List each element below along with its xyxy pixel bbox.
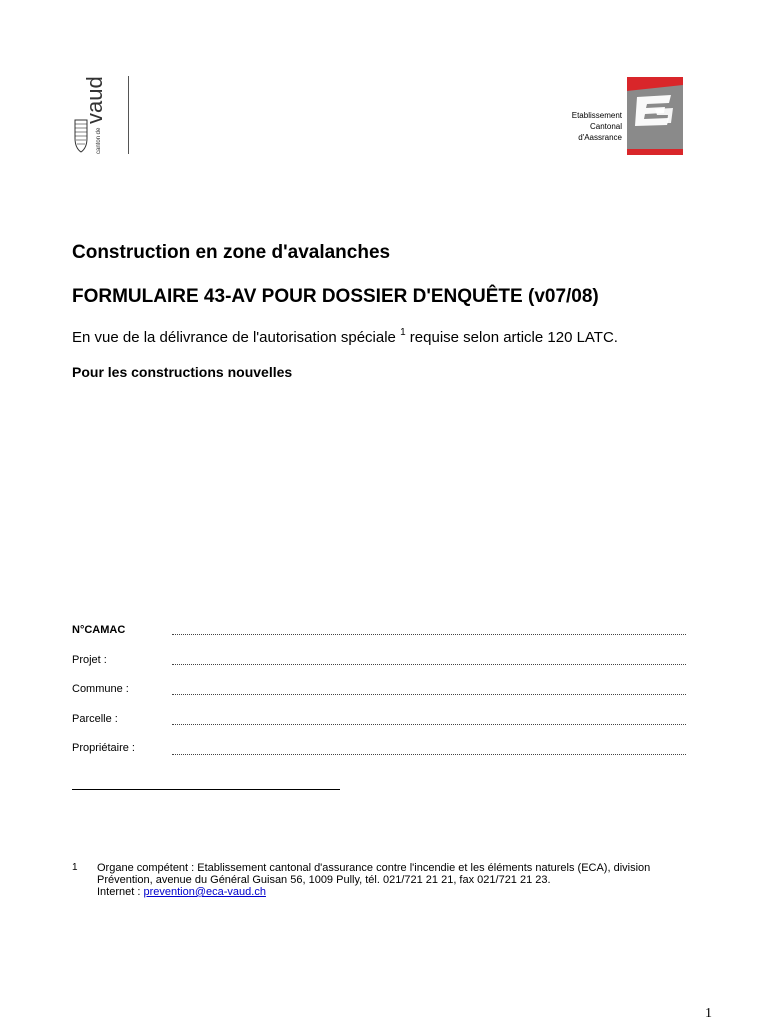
intro-before: En vue de la délivrance de l'autorisation spéciale	[72, 329, 401, 346]
proprietaire-field[interactable]	[172, 754, 686, 755]
section-heading: Pour les constructions nouvelles	[72, 364, 293, 380]
eca-logo	[627, 77, 683, 155]
page-number: 1	[705, 1006, 712, 1021]
footnote-line	[97, 886, 697, 898]
footnote-internet-label: Internet :	[97, 886, 144, 898]
footnote-marker: 1	[72, 862, 78, 873]
form-title: FORMULAIRE 43-AV POUR DOSSIER D'ENQUÊTE (v07/08)	[72, 286, 599, 307]
footnote-email-link[interactable]: prevention@eca-vaud.ch	[143, 886, 266, 898]
commune-field[interactable]	[172, 694, 686, 695]
eca-name-line: Cantonal	[589, 122, 622, 131]
footnote-separator	[72, 789, 340, 790]
projet-label: Projet :	[72, 654, 107, 666]
document-title: Construction en zone d'avalanches	[72, 242, 391, 263]
projet-field[interactable]	[172, 664, 686, 665]
footnote-text	[97, 862, 697, 898]
intro-footnote-ref[interactable]: 1	[400, 327, 406, 338]
intro-text	[72, 328, 618, 346]
parcelle-label: Parcelle :	[72, 713, 118, 725]
proprietaire-label: Propriétaire :	[72, 742, 135, 754]
vaud-canton-text: canton de	[96, 127, 102, 154]
camac-label: N°CAMAC	[72, 624, 126, 636]
intro-after: requise selon article 120 LATC.	[405, 329, 618, 346]
parcelle-field[interactable]	[172, 724, 686, 725]
eca-name-line: d'Aassrance	[578, 133, 622, 142]
camac-field[interactable]	[172, 634, 686, 635]
vaud-logo	[72, 72, 112, 154]
footnote-line: Prévention, avenue du Général Guisan 56, 1009 Pully, tél. 021/721 21 21, fax 021/721 21 23.	[97, 874, 551, 886]
footnote-line: Organe compétent : Etablissement cantonal d'assurance contre l'incendie et les éléments naturels (ECA), division	[97, 862, 651, 874]
vaud-wordmark: vaud	[82, 76, 107, 124]
eca-name	[572, 110, 622, 143]
header-divider	[128, 76, 129, 154]
commune-label: Commune :	[72, 683, 129, 695]
eca-name-line: Etablissement	[571, 111, 622, 120]
